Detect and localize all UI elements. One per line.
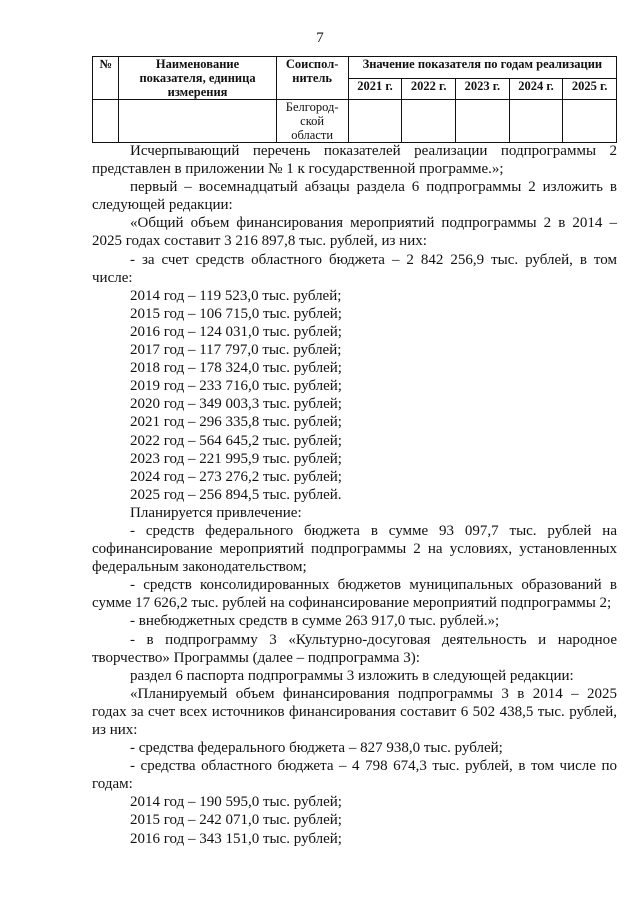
column-header-year: 2023 г. bbox=[456, 78, 510, 100]
column-header-year: 2021 г. bbox=[348, 78, 402, 100]
table-cell bbox=[509, 100, 563, 143]
column-header-co-executor: Соиспол-нитель bbox=[276, 57, 348, 100]
year-amount-line: 2024 год – 273 276,2 тыс. рублей; bbox=[130, 468, 342, 485]
table-row bbox=[93, 100, 617, 143]
table-cell bbox=[456, 100, 510, 143]
paragraph: - внебюджетных средств в сумме 263 917,0 тыс. рублей.»; bbox=[130, 613, 500, 630]
year-amount-line: 2025 год – 256 894,5 тыс. рублей. bbox=[130, 486, 342, 503]
year-amount-line: 2021 год – 296 335,8 тыс. рублей; bbox=[130, 414, 342, 431]
document-body bbox=[92, 142, 617, 848]
column-header-values-by-year: Значение показателя по годам реализации bbox=[348, 57, 616, 79]
paragraph: раздел 6 паспорта подпрограммы 3 изложить в следующей редакции: bbox=[130, 667, 574, 684]
year-amount-line: 2015 год – 242 071,0 тыс. рублей; bbox=[130, 812, 342, 829]
paragraph: «Планируемый объем финансирования подпрограммы 3 в 2014 – 2025 годах за счет всех источников финансирования составит 6 502 438,5 тыс. рублей, из них: bbox=[92, 685, 617, 738]
paragraph: Исчерпывающий перечень показателей реализации подпрограммы 2 представлен в приложении № 1 к государственной программе.»; bbox=[92, 143, 617, 178]
paragraph: - за счет средств областного бюджета – 2 842 256,9 тыс. рублей, в том числе: bbox=[92, 251, 617, 286]
table-cell bbox=[402, 100, 456, 143]
column-header-number: № bbox=[93, 57, 119, 100]
paragraph: - средств федерального бюджета в сумме 93 097,7 тыс. рублей на софинансирование мероприятий подпрограммы 2 на условиях, установленных федеральным законодательством; bbox=[92, 522, 617, 576]
year-amount-line: 2017 год – 117 797,0 тыс. рублей; bbox=[130, 342, 342, 359]
year-amount-line: 2016 год – 343 151,0 тыс. рублей; bbox=[130, 830, 342, 847]
table-cell bbox=[119, 100, 276, 143]
year-amount-line: 2020 год – 349 003,3 тыс. рублей; bbox=[130, 396, 342, 413]
year-amount-line: 2018 год – 178 324,0 тыс. рублей; bbox=[130, 360, 342, 377]
year-amount-line: 2016 год – 124 031,0 тыс. рублей; bbox=[130, 323, 342, 340]
table-cell bbox=[348, 100, 402, 143]
year-amount-line: 2023 год – 221 995,9 тыс. рублей; bbox=[130, 450, 342, 467]
paragraph: «Общий объем финансирования мероприятий подпрограммы 2 в 2014 – 2025 годах составит 3 216 897,8 тыс. рублей, из них: bbox=[92, 215, 617, 250]
column-header-year: 2025 г. bbox=[563, 78, 617, 100]
paragraph: Планируется привлечение: bbox=[130, 504, 302, 521]
indicators-table bbox=[92, 56, 617, 143]
year-amount-line: 2015 год – 106 715,0 тыс. рублей; bbox=[130, 305, 342, 322]
column-header-indicator-name: Наименование показателя, единица измерения bbox=[119, 57, 276, 100]
column-header-year: 2024 г. bbox=[509, 78, 563, 100]
paragraph: первый – восемнадцатый абзацы раздела 6 подпрограммы 2 изложить в следующей редакции: bbox=[92, 179, 617, 214]
table-cell bbox=[93, 100, 119, 143]
table-cell-co-executor: Белгород-ской области bbox=[276, 100, 348, 143]
year-amount-line: 2022 год – 564 645,2 тыс. рублей; bbox=[130, 432, 342, 449]
table-header-row bbox=[93, 57, 617, 79]
paragraph: - в подпрограмму 3 «Культурно-досуговая деятельность и народное творчество» Программы (далее – подпрограмма 3): bbox=[92, 631, 617, 666]
paragraph: - средства областного бюджета – 4 798 674,3 тыс. рублей, в том числе по годам: bbox=[92, 758, 617, 793]
page-number: 7 bbox=[316, 30, 324, 46]
table-cell bbox=[563, 100, 617, 143]
column-header-year: 2022 г. bbox=[402, 78, 456, 100]
year-amount-line: 2014 год – 119 523,0 тыс. рублей; bbox=[130, 287, 342, 304]
year-amount-line: 2019 год – 233 716,0 тыс. рублей; bbox=[130, 378, 342, 395]
year-amount-line: 2014 год – 190 595,0 тыс. рублей; bbox=[130, 794, 342, 811]
paragraph: - средств консолидированных бюджетов муниципальных образований в сумме 17 626,2 тыс. рублей на софинансирование мероприятий подпрограммы 2; bbox=[92, 577, 617, 612]
paragraph: - средства федерального бюджета – 827 938,0 тыс. рублей; bbox=[130, 740, 503, 757]
